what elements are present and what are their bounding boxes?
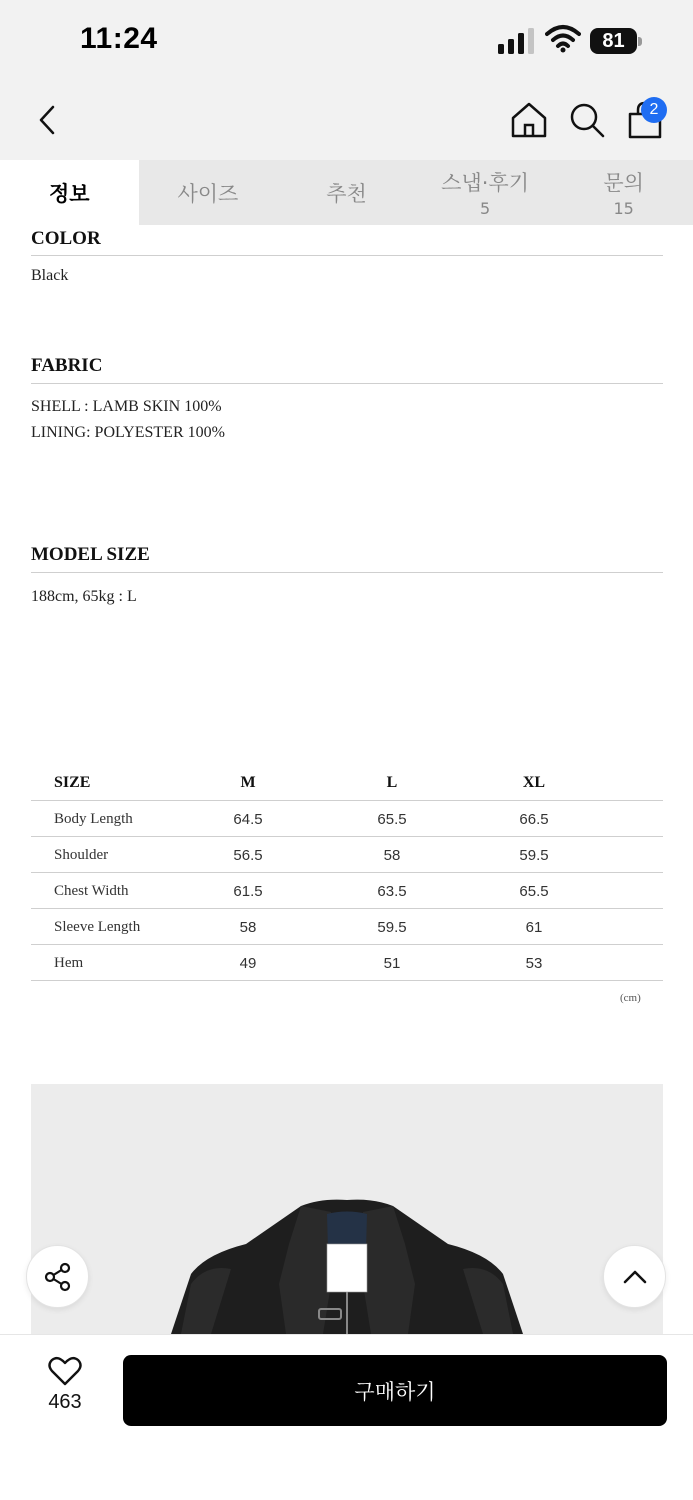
tab-label: 추천 — [326, 181, 367, 206]
cell-m: 61.5 — [233, 882, 263, 900]
table-row — [31, 873, 663, 909]
cell-m: 56.5 — [233, 846, 263, 864]
search-button[interactable] — [565, 98, 609, 142]
cart-count-badge: 2 — [641, 97, 667, 123]
like-button[interactable] — [30, 1355, 100, 1425]
model-size-value: 188cm, 65kg : L — [31, 588, 137, 605]
header-l: L — [386, 774, 398, 791]
bottom-action-bar — [0, 1334, 693, 1500]
home-button[interactable] — [507, 98, 551, 142]
cell-xl: 53 — [525, 954, 543, 972]
tab-info[interactable] — [0, 160, 139, 225]
leather-jacket-image — [31, 1084, 663, 1334]
tab-label: 문의 — [603, 171, 644, 195]
signal-icon — [498, 28, 536, 54]
cell-l: 59.5 — [377, 918, 407, 936]
tab-label: 정보 — [49, 181, 90, 206]
tab-inquiry[interactable] — [554, 160, 693, 225]
tab-label: 사이즈 — [177, 181, 239, 206]
tab-count: 5 — [479, 199, 491, 218]
header-xl: XL — [522, 774, 546, 791]
tab-count: 15 — [613, 199, 634, 218]
scroll-top-button[interactable] — [603, 1245, 666, 1308]
cell-xl: 61 — [525, 918, 543, 936]
row-label: Shoulder — [54, 846, 109, 863]
tab-snap-review[interactable] — [416, 160, 555, 225]
divider — [31, 572, 663, 573]
cell-xl: 59.5 — [519, 846, 549, 864]
tab-recommend[interactable] — [277, 160, 416, 225]
color-title: COLOR — [31, 228, 101, 249]
wifi-icon — [545, 24, 581, 54]
row-label: Sleeve Length — [54, 918, 141, 935]
cell-m: 49 — [239, 954, 257, 972]
header-m: M — [240, 774, 256, 791]
table-header-row — [31, 765, 663, 801]
search-icon — [565, 98, 609, 142]
size-table — [31, 765, 663, 981]
back-button[interactable] — [30, 98, 64, 142]
cell-m: 64.5 — [233, 810, 263, 828]
cell-xl: 65.5 — [519, 882, 549, 900]
back-icon — [37, 104, 57, 136]
heart-icon — [48, 1355, 82, 1387]
color-value: Black — [31, 267, 69, 284]
row-label: Body Length — [54, 810, 133, 827]
cell-l: 65.5 — [377, 810, 407, 828]
buy-button[interactable]: 구매하기 — [123, 1355, 667, 1426]
divider — [31, 383, 663, 384]
product-image — [31, 1084, 663, 1334]
fabric-lining: LINING: POLYESTER 100% — [31, 424, 225, 441]
share-icon — [42, 1261, 74, 1293]
fabric-title: FABRIC — [31, 355, 103, 376]
table-row — [31, 909, 663, 945]
battery-icon — [590, 28, 642, 54]
battery-level: 81 — [602, 29, 625, 52]
fabric-shell: SHELL : LAMB SKIN 100% — [31, 398, 222, 415]
unit-label: (cm) — [620, 992, 641, 1004]
row-label: Chest Width — [54, 882, 129, 899]
like-count: 463 — [48, 1391, 82, 1413]
cell-l: 51 — [383, 954, 401, 972]
cell-m: 58 — [239, 918, 257, 936]
table-row — [31, 801, 663, 837]
chevron-up-icon — [621, 1267, 649, 1287]
row-label: Hem — [54, 954, 84, 971]
table-row — [31, 837, 663, 873]
share-button[interactable] — [26, 1245, 89, 1308]
cell-l: 58 — [383, 846, 401, 864]
detail-tabs — [0, 160, 693, 225]
table-row — [31, 945, 663, 981]
divider — [31, 255, 663, 256]
top-navigation — [0, 80, 693, 160]
home-icon — [507, 98, 551, 142]
tab-size[interactable] — [139, 160, 278, 225]
header-size: SIZE — [54, 774, 91, 791]
tab-label: 스냅·후기 — [441, 171, 529, 195]
status-bar — [0, 0, 693, 80]
cell-l: 63.5 — [377, 882, 407, 900]
model-size-title: MODEL SIZE — [31, 544, 150, 565]
cell-xl: 66.5 — [519, 810, 549, 828]
status-time: 11:24 — [80, 22, 158, 55]
